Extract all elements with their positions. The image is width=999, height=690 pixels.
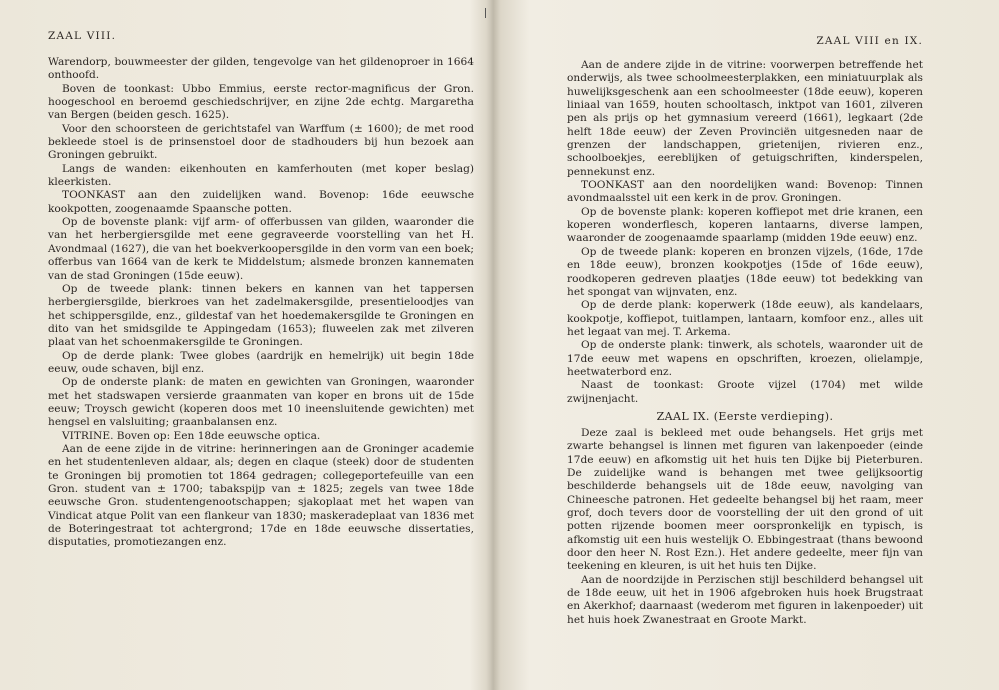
left-page bbox=[0, 0, 494, 690]
paragraph: Op de bovenste plank: koperen koffiepot met drie kranen, een koperen wonderflesch, koperen lantaarns, diverse lampen, waaronder de zoogenaamde spaarlamp (midden 19de eeuw) enz. bbox=[567, 205, 923, 245]
paragraph: Op de derde plank: Twee globes (aardrijk en hemelrijk) uit begin 18de eeuw, oude schaven, bijl enz. bbox=[48, 349, 474, 375]
paragraph: Aan de andere zijde in de vitrine: voorwerpen betreffende het onderwijs, als twee schoolmeesterplakken, een miniatuurplak als huwelijksgeschenk aan een schoolmeester (18de eeuw), koperen liniaal van 1659, houten schooltasch, inktpot van 1601, zilveren pen als prijs op het gymnasium vereerd (1661), legkaart (2de helft 18de eeuw) der Zeven Provinciën uitgesneden naar de grenzen der landschappen, grietenijen, rivieren enz., schoolboekjes, eereblijken of getuigschriften, kinderspelen, pennekunst enz. bbox=[567, 59, 923, 178]
section-heading: ZAAL IX. (Eerste verdieping). bbox=[656, 409, 834, 423]
paragraph: VITRINE. Boven op: Een 18de eeuwsche optica. bbox=[62, 429, 321, 442]
paragraph: Aan de eene zijde in de vitrine: herinneringen aan de Groninger academie en het studentenleven aldaar, als; degen en claque (steek) door de studenten te Groningen bij promotien tot 1864 gedragen; collegeportefeuille van een Gron. student van ± 1700; tabakspijp van ± 1825; zegels van twee 18de eeuwsche Gron. studentengenootschappen; sjakoplaat met het wapen van Vindicat atque Polit van een flankeur van 1830; maskeradeplaat van 1836 met de Boteringestraat tot achtergrond; 17de en 18de eeuwsche dissertaties, disputaties, promotiezangen enz. bbox=[48, 442, 474, 549]
paragraph: Warendorp, bouwmeester der gilden, tengevolge van het gildenoproer in 1664 onthoofd. bbox=[48, 56, 474, 82]
paragraph: Boven de toonkast: Ubbo Emmius, eerste rector-magnificus der Gron. hoogeschool en beroemd geschiedschrijver, en zijne 2de echtg. Margaretha van Bergen (beiden gesch. 1625). bbox=[48, 82, 474, 122]
paragraph: Deze zaal is bekleed met oude behangsels. Het grijs met zwarte behangsel is linnen met figuren van lakenpoeder (einde 17de eeuw) en afkomstig uit het huis ten Dijke bij Pieterburen. De zuidelijke wand is behangen met twee gelijksoortig beschilderde behangsels uit de 18de eeuw, navolging van Chineesche patronen. Het gedeelte behangsel bij het raam, meer grof, doch tevers door de voorstelling der uit den grond of uit potten rijzende boomen meer oorspronkelijk en typisch, is afkomstig uit een huis westelijk O. Ebbingestraat (thans bewoond door den heer N. Rost Ezn.). Het andere gedeelte, meer fijn van teekening en kleuren, is uit het huis ten Dijke. bbox=[567, 426, 923, 573]
paragraph: Naast de toonkast: Groote vijzel (1704) met wilde zwijnenjacht. bbox=[567, 379, 923, 405]
paragraph: Langs de wanden: eikenhouten en kamferhouten (met koper beslag) kleerkisten. bbox=[48, 162, 474, 189]
paragraph: Op de onderste plank: de maten en gewichten van Groningen, waaronder met het stadswapen versierde graanmaten van koper en brons uit de 15de eeuw; Troysch gewicht (koperen doos met 10 ineensluitende gewichten) met hengsel en valsluiting; graanbalansen enz. bbox=[48, 376, 474, 429]
paragraph: Op de onderste plank: tinwerk, als schotels, waaronder uit de 17de eeuw met wapens en opschriften, kroezen, olielampje, heetwaterbord enz. bbox=[567, 339, 923, 378]
paragraph: Aan de noordzijde in Perzischen stijl beschilderd behangsel uit de 18de eeuw, uit het in 1906 afgebroken huis hoek Brugstraat en Akerkhof; daarnaast (wederom met figuren in lakenpoeder) uit het huis hoek Zwanestraat en Groote Markt. bbox=[567, 573, 923, 626]
paragraph: Op de bovenste plank: vijf arm- of offerbussen van gilden, waaronder die van het herbergiersgilde met eene gegraveerde voorstelling van het H. Avondmaal (1627), die van het boekverkoopersgilde in den vorm van een boek; offerbus van 1664 van de kerk te Middelstum; alsmede bronzen kannematen van de stad Groningen (15de eeuw). bbox=[48, 216, 474, 282]
right-page-header: ZAAL VIII en IX. bbox=[816, 35, 923, 47]
paragraph: Op de tweede plank: tinnen bekers en kannen van het tappersen herbergiersgilde, bierkroes van het zadelmakersgilde, presentieloodjes van het schippersgilde, enz., gildestaf van het hoedemakersgilde te Groningen en dito van het smidsgilde te Appingedam (1653); fluweelen zak met zilveren plaat van het schoenmakersgilde te Groningen. bbox=[48, 282, 474, 349]
paragraph: Op de derde plank: koperwerk (18de eeuw), als kandelaars, kookpotje, koffiepot, tuitlampen, lantaarn, komfoor enz., alles uit het legaat van mej. T. Arkema. bbox=[567, 299, 923, 338]
paragraph: Op de tweede plank: koperen en bronzen vijzels, (16de, 17de en 18de eeuw), bronzen kookpotjes (15de of 16de eeuw), roodkoperen gedreven plaatjes (18de eeuw) tot bedekking van het spongat van wijnvaten, enz. bbox=[567, 245, 923, 298]
paragraph: Voor den schoorsteen de gerichtstafel van Warffum (± 1600); de met rood bekleede stoel is de prinsenstoel door de stadhouders bij hun bezoek aan Groningen gebruikt. bbox=[48, 122, 474, 162]
right-page bbox=[497, 0, 999, 690]
left-page-header: ZAAL VIII. bbox=[48, 30, 117, 42]
paragraph: TOONKAST aan den noordelijken wand: Bovenop: Tinnen avondmaalsstel uit een kerk in de prov. Groningen. bbox=[567, 179, 923, 205]
paragraph: TOONKAST aan den zuidelijken wand. Bovenop: 16de eeuwsche kookpotten, zoogenaamde Spaansche potten. bbox=[48, 189, 474, 215]
